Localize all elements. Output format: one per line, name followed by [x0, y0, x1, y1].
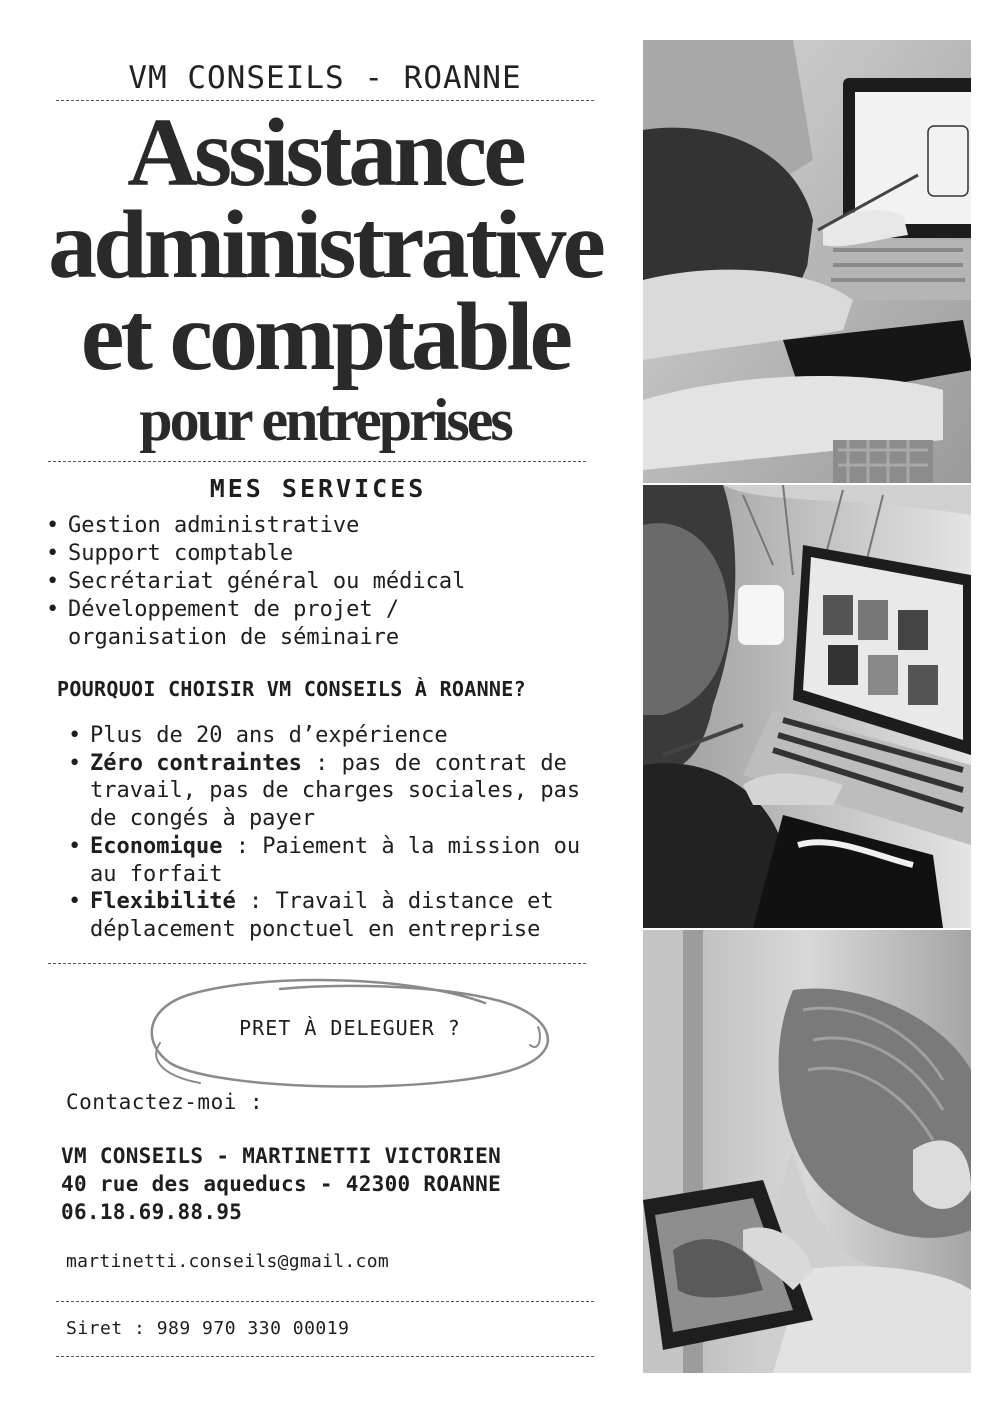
divider-headline [48, 461, 586, 462]
why-list [68, 722, 608, 944]
contact-phone[interactable]: 06.18.69.88.95 [61, 1200, 243, 1224]
service-item: • Développement de projet / organisation de séminaire [46, 596, 465, 652]
siret-number: Siret : 989 970 330 00019 [66, 1318, 350, 1339]
why-item-experience: • Plus de 20 ans d’expérience [68, 722, 608, 750]
services-title: MES SERVICES [209, 474, 427, 503]
divider-bottom [56, 1356, 594, 1357]
service-item: • Gestion administrative [46, 512, 465, 540]
service-item: • Secrétariat général ou médical [46, 568, 465, 596]
service-item: • Support comptable [46, 540, 465, 568]
contact-name: VM CONSEILS - MARTINETTI VICTORIEN [61, 1144, 502, 1168]
divider-email [56, 1301, 594, 1302]
cta-delegate-label: PRET À DELEGUER ? [239, 1016, 461, 1040]
woman-tablet-photo [643, 930, 971, 1373]
headline-line-4: pour entreprises [139, 387, 511, 453]
contact-address: 40 rue des aqueducs - 42300 ROANNE [61, 1172, 502, 1196]
contact-details [61, 1142, 501, 1226]
contact-intro: Contactez-moi : [66, 1090, 264, 1114]
headline-line-3: et comptable [80, 283, 570, 391]
services-list [46, 512, 465, 652]
why-item-economique: • Economique : Paiement à la mission ou au forfait [68, 833, 608, 888]
why-item-flexibilite: • Flexibilité : Travail à distance et déplacement ponctuel en entreprise [68, 888, 608, 943]
why-title: POURQUOI CHOISIR VM CONSEILS À ROANNE? [57, 677, 526, 701]
laptop-tablet-photo [643, 485, 971, 928]
laptop-meeting-photo [643, 40, 971, 483]
contact-email[interactable]: martinetti.conseils@gmail.com [66, 1251, 389, 1272]
headline-line-2: administrative [48, 191, 602, 299]
divider-why [48, 963, 586, 964]
header-company-city: VM CONSEILS - ROANNE [128, 60, 522, 96]
headline-line-1: Assistance [127, 99, 523, 207]
why-item-zero-constraints: • Zéro contraintes : pas de contrat de travail, pas de charges sociales, pas de congés à payer [68, 750, 608, 833]
